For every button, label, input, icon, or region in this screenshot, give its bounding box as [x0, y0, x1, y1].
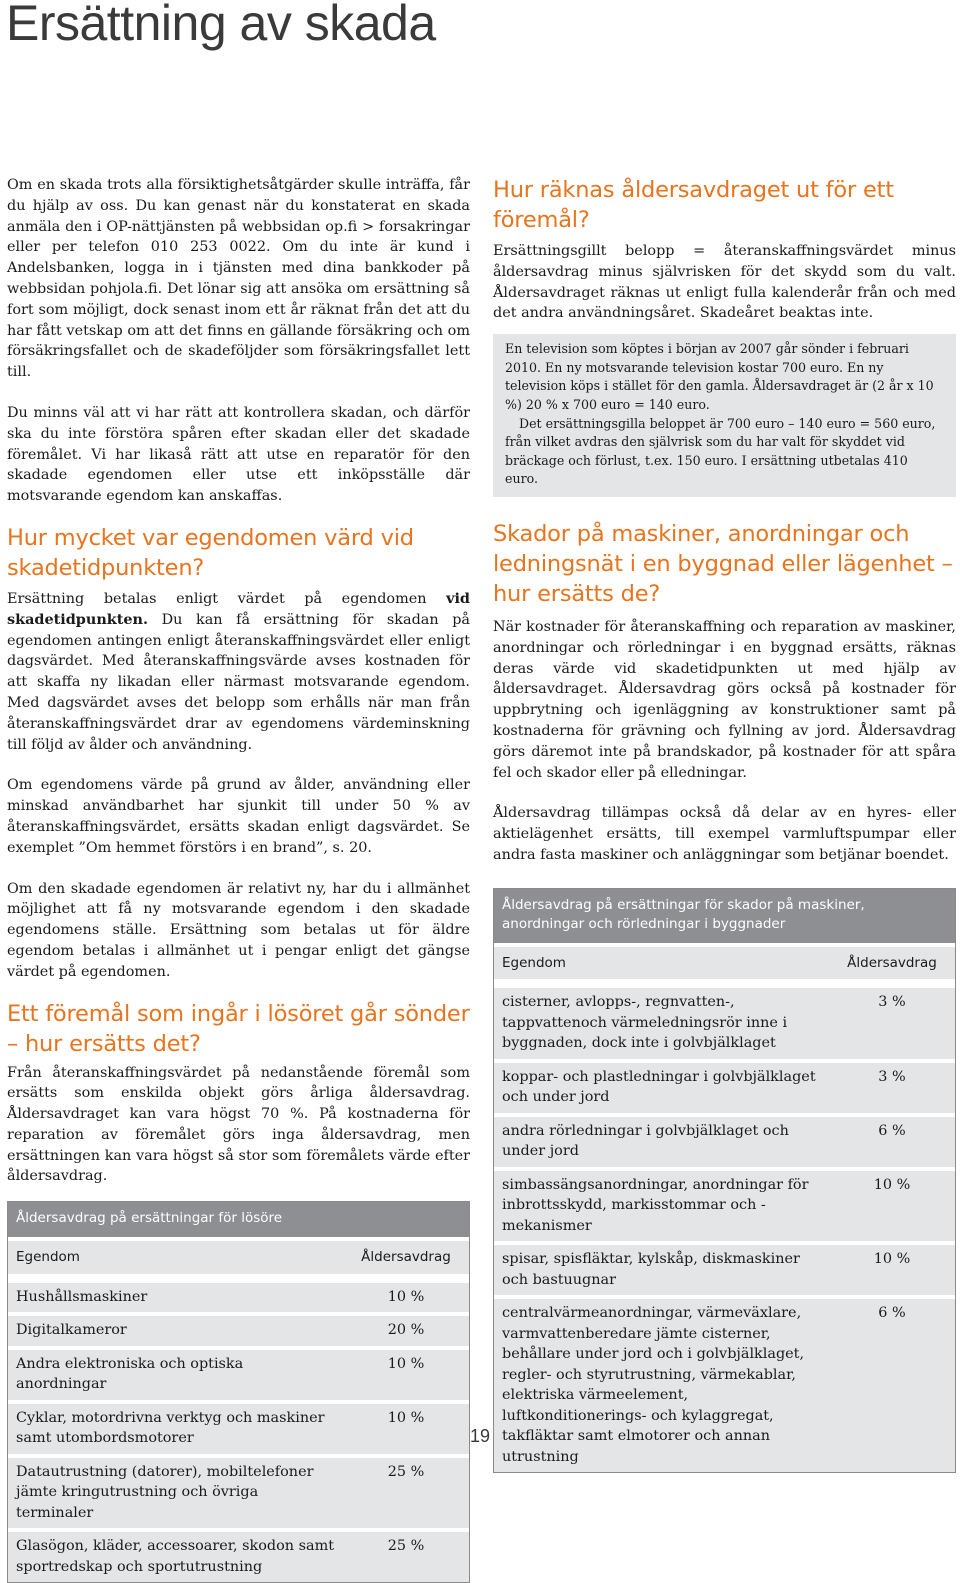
apartment-paragraph: Åldersavdrag tillämpas också då delar av en hyres- eller aktielägenhet ersätts, till exempel varmluftspumpar eller andra fasta maskiner och anläggningar som betjänar boendet. — [493, 805, 956, 863]
intro-paragraph: Om en skada trots alla försiktighetsåtgärder skulle inträffa, får du hjälp av oss. Du kan genast när du konstaterat en skada anmäla den i OP-nättjänsten på webbsidan op.fi > forsakringar eller per telefon 010 253 0022. Om du inte är kund i Andelsbanken, logga in i tjänsten med dina bankkoder på webbsidan pohjola.fi. Det lönar sig att ansöka om ersättning så fort som möjligt, dock senast inom ett år räknat från det att du har fått vetskap om att det finns en gällande försäkring och om försäkringsfallet och de skadeföljder som försäkringsfallet lett till. — [7, 177, 470, 381]
row-item: Hushållsmaskiner — [8, 1279, 343, 1313]
table-row — [8, 1312, 469, 1346]
row-value: 3 % — [829, 1059, 955, 1113]
annual-deduction-paragraph: Från återanskaffningsvärdet på nedanstående föremål som ersätts som enskilda objekt görs årliga åldersavdrag. Åldersavdraget kan vara högst 70 %. På kostnaderna för reparation av föremålet görs inga åldersavdrag, men ersättningen kan vara högst så stor som föremålets värde efter åldersavdrag. — [7, 1064, 470, 1185]
left-column — [7, 175, 470, 1583]
example-text: En television som köptes i början av 2007 går sönder i februari 2010. En ny motsvarande television kostar 700 euro. En ny television köps i stället för den gamla. Åldersavdraget är (2 år x 10 %) 20 % x 700 euro = 140 euro. — [505, 341, 934, 412]
row-value: 10 % — [343, 1279, 469, 1313]
table-row — [494, 1113, 955, 1167]
table-row — [8, 1454, 469, 1529]
table-caption: Åldersavdrag på ersättningar för lösöre — [8, 1202, 469, 1237]
depreciation-paragraph: Om egendomens värde på grund av ålder, användning eller minskad användbarhet har sjunkit till under 50 % av återanskaffningsvärdet, ersätts skadan enligt dagsvärdet. Se exemplet ”Om hemmet förstörs i en brand”, s. 20. — [7, 777, 470, 856]
row-item: centralvärmeanordningar, värmeväxlare, varmvattenberedare jämte cisterner, behållare under jord och i golvbjälklaget, regler- och styrutrustning, värmekablar, elektriska värmeelement, luftkonditionerings- och kylaggregat, takfläktar samt elmotorer och annan utrustning — [494, 1295, 829, 1472]
table-row — [494, 984, 955, 1059]
page-title: Ersättning av skada — [6, 0, 436, 51]
calculation-paragraph: Ersättningsgillt belopp = återanskaffningsvärdet minus åldersavdrag minus självrisken för det skydd som du valt. Åldersavdraget räknas ut enligt fulla kalenderår från och med det andra användningsåret. Skadeåret beaktas inte. — [493, 243, 956, 322]
right-column — [493, 175, 956, 1473]
row-item: Glasögon, kläder, accessoarer, skodon samt sportredskap och sportutrustning — [8, 1528, 343, 1582]
row-value: 10 % — [343, 1400, 469, 1454]
row-value: 6 % — [829, 1113, 955, 1167]
heading-property-value: Hur mycket var egendomen värd vid skadetidpunkten? — [7, 524, 414, 581]
example-box — [493, 334, 956, 497]
column-header-property: Egendom — [8, 1237, 343, 1279]
row-item: Digitalkameror — [8, 1312, 343, 1346]
row-item: koppar- och plastledningar i golvbjälklaget och under jord — [494, 1059, 829, 1113]
table-row — [494, 1059, 955, 1113]
machines-paragraph: När kostnader för återanskaffning och reparation av maskiner, anordningar och rörledningar i en byggnad ersätts, räknas deras värde vid skadetidpunkten ut med hjälp av åldersavdraget. Åldersavdrag görs också på kostnader för uppbrytning och igenläggning av konstruktioner samt på kostnaderna för grävning och fyllning av jord. Åldersavdrag görs däremot inte på brandskador, på kostnader för att spåra fel och skador eller på elledningar. — [493, 618, 956, 781]
heading-item-broken: Ett föremål som ingår i lösöret går sönder – hur ersätts det? — [7, 1000, 470, 1057]
new-property-paragraph: Om den skadade egendomen är relativt ny, har du i allmänhet möjlighet att få ny motsvarande egendom i den skadade egendomens ställe. Ersättning som betalas ut för äldre egendom betalas i allmänhet ut i pengar enligt det gängse värdet på egendomen. — [7, 880, 470, 980]
row-value: 25 % — [343, 1454, 469, 1529]
table-row — [8, 1279, 469, 1313]
table-row — [8, 1346, 469, 1400]
value-paragraph: Ersättning betalas enligt värdet på egendomen vid skadetidpunkten. Du kan få ersättning för skadan på egendomen antingen enligt återanskaffningsvärdet eller enligt dagsvärdet. Med återanskaffningsvärde avses kostnaden för att skaffa ny likadan eller närmast motsvarande egendom. Med dagsvärdet avses det belopp som erhålls när man från återanskaffningsvärdet drar av egendomens värdeminskning till följd av ålder och användning. — [7, 589, 470, 753]
column-header-deduction: Åldersavdrag — [343, 1237, 469, 1279]
row-item: spisar, spisfläktar, kylskåp, diskmaskiner och bastuugnar — [494, 1241, 829, 1295]
movables-deduction-table — [7, 1201, 470, 1583]
row-value: 10 % — [829, 1241, 955, 1295]
table-row — [8, 1528, 469, 1582]
row-value: 3 % — [829, 984, 955, 1059]
row-value: 20 % — [343, 1312, 469, 1346]
row-value: 25 % — [343, 1528, 469, 1582]
table-caption: Åldersavdrag på ersättningar för skador på maskiner, anordningar och rörledningar i byggnader — [494, 889, 955, 943]
row-item: Cyklar, motordrivna verktyg och maskiner samt utombordsmotorer — [8, 1400, 343, 1454]
column-header-deduction: Åldersavdrag — [829, 943, 955, 985]
column-header-property: Egendom — [494, 943, 829, 985]
row-item: andra rörledningar i golvbjälklaget och under jord — [494, 1113, 829, 1167]
building-deduction-table — [493, 888, 956, 1474]
row-value: 10 % — [343, 1346, 469, 1400]
heading-machines: Skador på maskiner, anordningar och ledningsnät i en byggnad eller lägenhet – hur ersätts de? — [493, 520, 953, 607]
heading-calculation: Hur räknas åldersavdraget ut för ett föremål? — [493, 177, 894, 233]
row-item: cisterner, avlopps-, regnvatten-, tappvattenoch värmeledningsrör inne i byggnaden, dock inte i golvbjälklaget — [494, 984, 829, 1059]
row-value: 10 % — [829, 1167, 955, 1242]
value-emphasis: vid skadetidpunkten. — [7, 589, 470, 628]
inspection-paragraph: Du minns väl att vi har rätt att kontrollera skadan, och därför ska du inte förstöra spåren efter skadan eller det skadade föremålet. Vi har likaså rätt att utse en reparatör för den skadade egendomen eller utse ett inköpsställe där motsvarande egendom kan anskaffas. — [7, 404, 470, 505]
table-row — [494, 1167, 955, 1242]
row-item: Andra elektroniska och optiska anordningar — [8, 1346, 343, 1400]
row-value: 6 % — [829, 1295, 955, 1472]
row-item: Datautrustning (datorer), mobiltelefoner jämte kringutrustning och övriga terminaler — [8, 1454, 343, 1529]
example-result: Det ersättningsgilla beloppet är 700 euro – 140 euro = 560 euro, från vilket avdras den självrisk som du har valt för skyddet vid bräckage och förlust, t.ex. 150 euro. I ersättning utbetalas 410 euro. — [505, 415, 936, 487]
row-item: simbassängsanordningar, anordningar för inbrottsskydd, markisstommar och -mekanismer — [494, 1167, 829, 1242]
table-row — [494, 1241, 955, 1295]
page-number: 19 — [469, 1426, 491, 1446]
